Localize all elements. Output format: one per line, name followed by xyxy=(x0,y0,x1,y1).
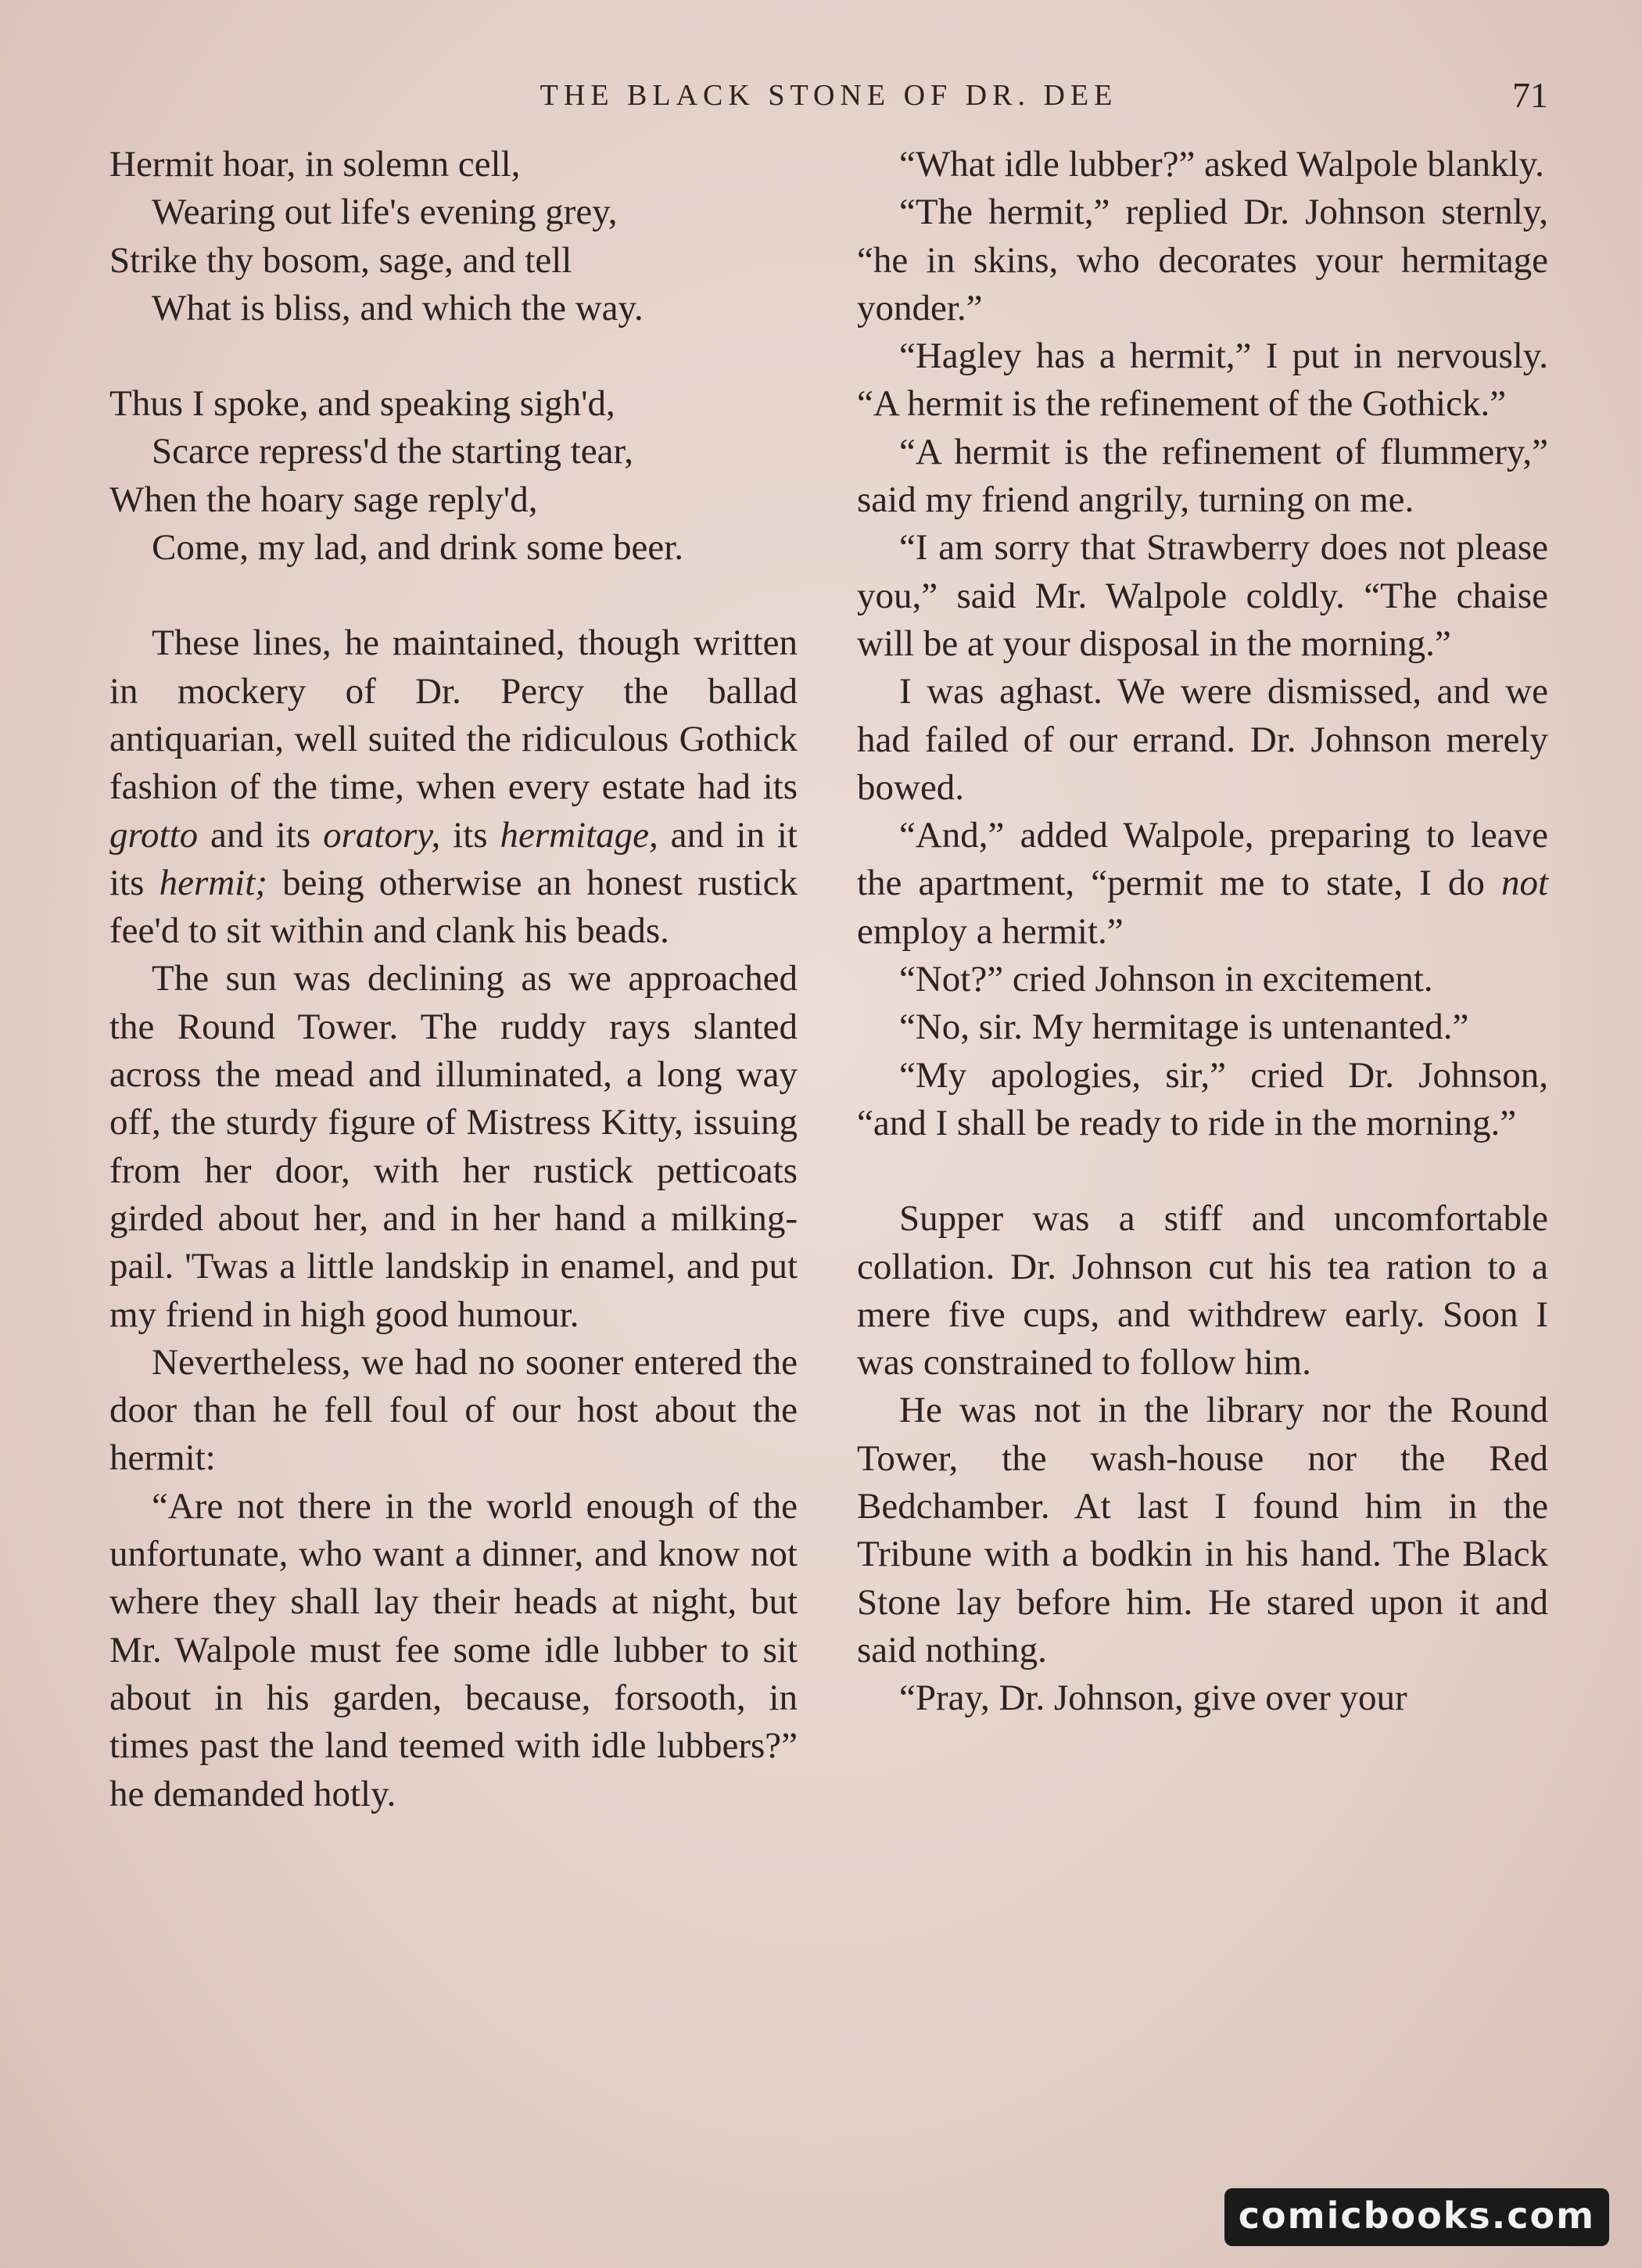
paragraph: I was aghast. We were dismissed, and we had failed of our errand. Dr. Johnson merely bowed. xyxy=(857,671,1548,808)
paragraph: “Are not there in the world enough of the unfortunate, who want a dinner, and know not where they shall lay their heads at night, but Mr. Walpole must fee some idle lubber to sit about in his garden, because, forsooth, in times past the land teemed with idle lubbers?” he demanded hotly. xyxy=(109,1485,798,1814)
italic-run: hermitage, xyxy=(500,814,658,856)
verse-stanza-1 xyxy=(109,141,798,332)
text-run: its xyxy=(440,814,500,856)
paragraph xyxy=(857,812,1548,956)
page-header xyxy=(109,72,1548,119)
verse-line: What is bliss, and which the way. xyxy=(152,287,644,328)
italic-run: hermit; xyxy=(159,862,267,903)
text-run: and in it its xyxy=(109,814,798,903)
italic-run: not xyxy=(1500,863,1548,904)
verse-line: Come, my lad, and drink some beer. xyxy=(152,527,684,569)
paragraph: “Hagley has a hermit,” I put in nervously. “A hermit is the refinement of the Gothick.” xyxy=(857,336,1548,425)
italic-run: oratory, xyxy=(323,814,441,856)
right-column xyxy=(857,141,1548,1723)
text-run: employ a hermit.” xyxy=(857,910,1124,952)
text-run: These lines, he maintained, though written in mockery of Dr. Percy the ballad antiquarian, well suited the ridiculous Gothick fashion of the time, when every estate had its xyxy=(109,623,798,808)
text-run: “And,” added Walpole, preparing to leave the apartment, “permit me to state, I do xyxy=(857,815,1548,904)
verse-stanza-2 xyxy=(109,380,798,572)
page-number: 71 xyxy=(1512,75,1548,115)
left-column xyxy=(109,141,798,1818)
paragraph: “What idle lubber?” asked Walpole blankly. xyxy=(899,144,1544,185)
stanza-gap xyxy=(109,332,798,380)
verse-line: Scarce repress'd the starting tear, xyxy=(152,431,634,472)
verse-line: Thus I spoke, and speaking sigh'd, xyxy=(109,383,615,425)
paragraph: “No, sir. My hermitage is untenanted.” xyxy=(899,1007,1469,1048)
verse-line: Wearing out life's evening grey, xyxy=(152,192,618,233)
paragraph: Nevertheless, we had no sooner entered the door than he fell foul of our host about the hermit: xyxy=(109,1341,798,1479)
text-run: being otherwise an honest rustick fee'd to sit within and clank his beads. xyxy=(109,862,798,952)
paragraph: “My apologies, sir,” cried Dr. Johnson, “and I shall be ready to ride in the morning.” xyxy=(857,1054,1548,1143)
paragraph: He was not in the library nor the Round Tower, the wash-house nor the Red Bedchamber. At last I found him in the Tribune with a bodkin in his hand. The Black Stone lay before him. He stared upon it and said nothing. xyxy=(857,1390,1548,1670)
paragraph xyxy=(109,619,798,955)
verse-line: When the hoary sage reply'd, xyxy=(109,479,538,520)
paragraph: “Not?” cried Johnson in excitement. xyxy=(899,959,1433,1000)
paragraph: “I am sorry that Strawberry does not please you,” said Mr. Walpole coldly. “The chaise will be at your disposal in the morning.” xyxy=(857,527,1548,664)
verse-line: Hermit hoar, in solemn cell, xyxy=(109,144,521,185)
paragraph: Supper was a stiff and uncomfortable collation. Dr. Johnson cut his tea ration to a mere five cups, and withdrew early. Soon I was constrained to follow him. xyxy=(857,1198,1548,1383)
italic-run: grotto xyxy=(109,814,199,856)
paragraph: “Pray, Dr. Johnson, give over your xyxy=(899,1678,1407,1719)
watermark-logo: comicbooks.com xyxy=(1224,2188,1609,2246)
text-run: and its xyxy=(198,814,324,856)
paragraph: “The hermit,” replied Dr. Johnson sternly, “he in skins, who decorates your hermitage yonder.” xyxy=(857,192,1548,328)
verse-line: Strike thy bosom, sage, and tell xyxy=(109,239,572,281)
running-head: THE BLACK STONE OF DR. DEE xyxy=(540,79,1118,112)
paragraph: The sun was declining as we approached the Round Tower. The ruddy rays slanted across the mead and illuminated, a long way off, the sturdy figure of Mistress Kitty, issuing from her door, with her rustick petticoats girded about her, and in her hand a milking-pail. 'Twas a little landskip in enamel, and put my friend in high good humour. xyxy=(109,958,798,1335)
paragraph: “A hermit is the refinement of flummery,” said my friend angrily, turning on me. xyxy=(857,431,1548,521)
section-gap xyxy=(857,1147,1548,1195)
section-gap xyxy=(109,572,798,619)
